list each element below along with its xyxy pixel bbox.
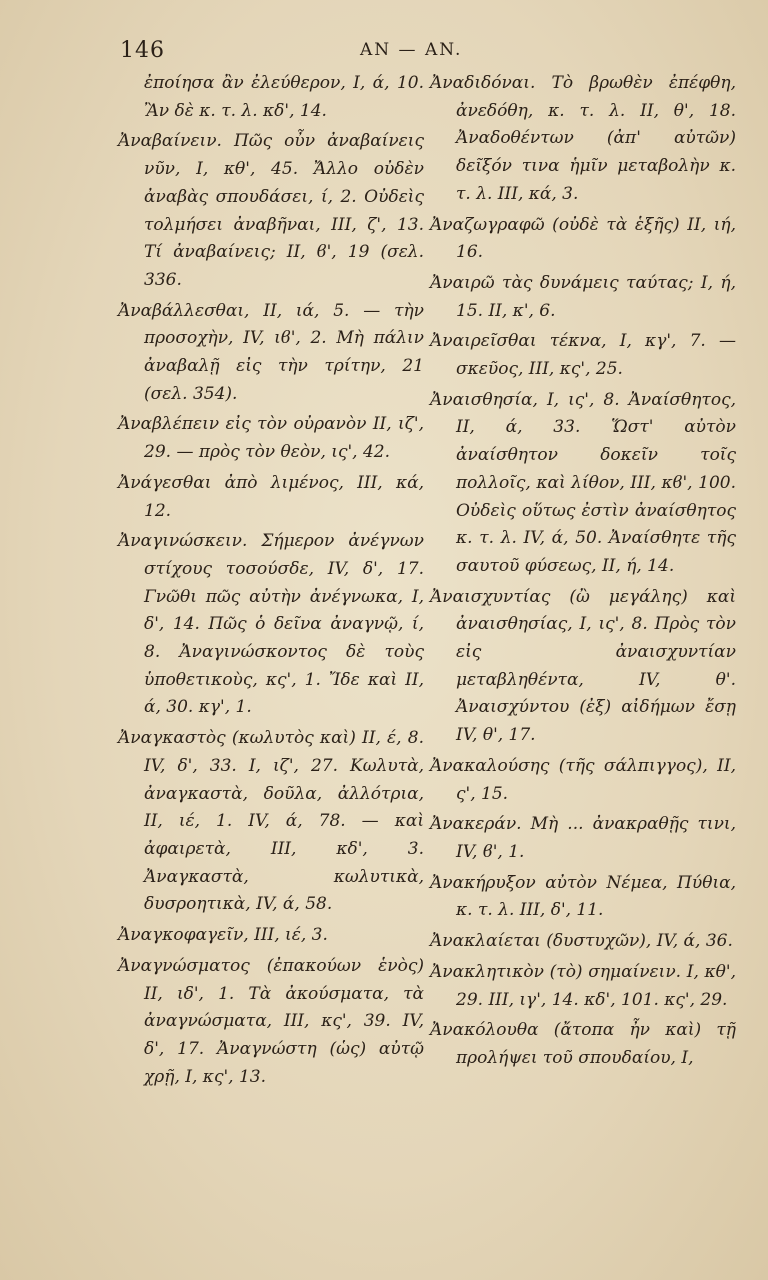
index-entry: Ἀνάγεσθαι ἀπὸ λιμένος, III, κά, 12. — [118, 472, 424, 521]
index-entry: Ἀνακήρυξον αὐτὸν Νέμεα, Πύθια, κ. τ. λ. III, δ', 11. — [430, 872, 736, 921]
index-entry: Ἀναγκοφαγεῖν, III, ιέ, 3. — [118, 925, 328, 946]
index-entry: ἐποίησα ἂν ἐλεύθερον, I, ά, 10. Ἂν δὲ κ. τ. λ. κδ', 14. — [144, 73, 424, 121]
index-entry: Ἀνακλαίεται (δυστυχῶν), IV, ά, 36. — [430, 931, 733, 952]
index-entry: Ἀνακόλουθα (ἄτοπα ἦν καὶ) τῇ προλήψει τοῦ σπουδαίου, I, — [430, 1020, 736, 1068]
index-entry: Ἀναβαίνειν. Πῶς οὖν ἀναβαίνεις νῦν, I, κθ', 45. Ἄλλο οὐδὲν ἀναβὰς σπουδάσει, ί, 2. Οὐδεὶς τολμήσει ἀναβῆναι, III, ζ', 13. Τί ἀναβαίνεις; II, ϐ', 19 (σελ. 336. — [118, 131, 424, 290]
index-entry: Ἀναισχυντίας (ὢ μεγάλης) καὶ ἀναισθησίας, I, ις', 8. Πρὸς τὸν εἰς ἀναισχυντίαν μεταβληθέντα, IV, θ'. Ἀναισχύντου (ἐξ) αἰδήμων ἔσῃ IV, θ', 17. — [430, 586, 736, 746]
index-entry: Ἀνακεράν. Μὴ ... ἀνακραθῇς τινι, IV, ϐ', 1. — [430, 814, 736, 862]
index-entry: Ἀναγκαστὸς (κωλυτὸς καὶ) II, έ, 8. IV, δ', 33. I, ιζ', 27. Κωλυτὰ, ἀναγκαστὰ, δοῦλα, ἀλλότρια, II, ιέ, 1. IV, ά, 78. — καὶ ἀφαιρετὰ, III, κδ', 3. Ἀναγκαστὰ, κωλυτικὰ, δυσροητικὰ, IV, ά, 58. — [118, 728, 424, 915]
left-column — [118, 70, 424, 1094]
index-entry: Ἀνακλητικὸν (τὸ) σημαίνειν. I, κθ', 29. III, ιγ', 14. κδ', 101. κς', 29. — [430, 961, 736, 1010]
index-entry: Ἀναγνώσματος (ἐπακούων ἑνὸς) II, ιδ', 1. Τὰ ἀκούσματα, τὰ ἀναγνώσματα, III, κς', 39. IV, δ', 17. Ἀναγνώστη (ὡς) αὐτῷ χρῇ, I, κς', 13. — [118, 955, 424, 1087]
index-entry: Ἀναζωγραφῶ (οὐδὲ τὰ ἑξῆς) II, ιή, 16. — [430, 214, 736, 263]
index-entry: Ἀνακαλούσης (τῆς σάλπιγγος), II, ς', 15. — [430, 755, 736, 804]
page-header — [0, 38, 768, 68]
running-head: AN — AN. — [360, 40, 463, 60]
index-entry: Ἀναιρεῖσθαι τέκνα, I, κγ', 7. — σκεῦος, III, κς', 25. — [430, 331, 736, 380]
index-entry: Ἀναδιδόναι. Τὸ βρωθὲν ἐπέφθη, ἀνεδόθη, κ. τ. λ. II, θ', 18. Ἀναδοθέντων (ἀπ' αὐτῶν) δεῖξόν τινα ἡμῖν μεταβολὴν κ. τ. λ. III, κά, 3. — [430, 73, 736, 204]
index-entry: Ἀναβλέπειν εἰς τὸν οὐρανὸν II, ιζ', 29. — πρὸς τὸν θεὸν, ις', 42. — [118, 414, 424, 463]
index-entry: Ἀναισθησία, I, ις', 8. Ἀναίσθητος, II, ά, 33. Ὥστ' αὐτὸν ἀναίσθητον δοκεῖν τοῖς πολλοῖς, καὶ λίθον, III, κϐ', 100. Οὐδεὶς οὕτως ἐστὶν ἀναίσθητος κ. τ. λ. IV, ά, 50. Ἀναίσθητε τῆς σαυτοῦ φύσεως, II, ή, 14. — [430, 389, 736, 576]
index-entry: Ἀναγινώσκειν. Σήμερον ἀνέγνων στίχους τοσούσδε, IV, δ', 17. Γνῶθι πῶς αὐτὴν ἀνέγνωκα, I, δ', 14. Πῶς ὁ δεῖνα ἀναγνῷ, ί, 8. Ἀναγινώσκοντος δὲ τοὺς ὑποθετικοὺς, κς', 1. Ἴδε καὶ II, ά, 30. κγ', 1. — [118, 531, 424, 718]
index-entry: Ἀναιρῶ τὰς δυνάμεις ταύτας; I, ή, 15. II, κ', 6. — [430, 272, 736, 321]
right-column — [430, 70, 736, 1076]
index-entry: Ἀναβάλλεσθαι, II, ιά, 5. — τὴν προσοχὴν, IV, ιϐ', 2. Μὴ πάλιν ἀναβαλῇ εἰς τὴν τρίτην, 21 (σελ. 354). — [118, 300, 424, 404]
page-number: 146 — [120, 38, 165, 63]
